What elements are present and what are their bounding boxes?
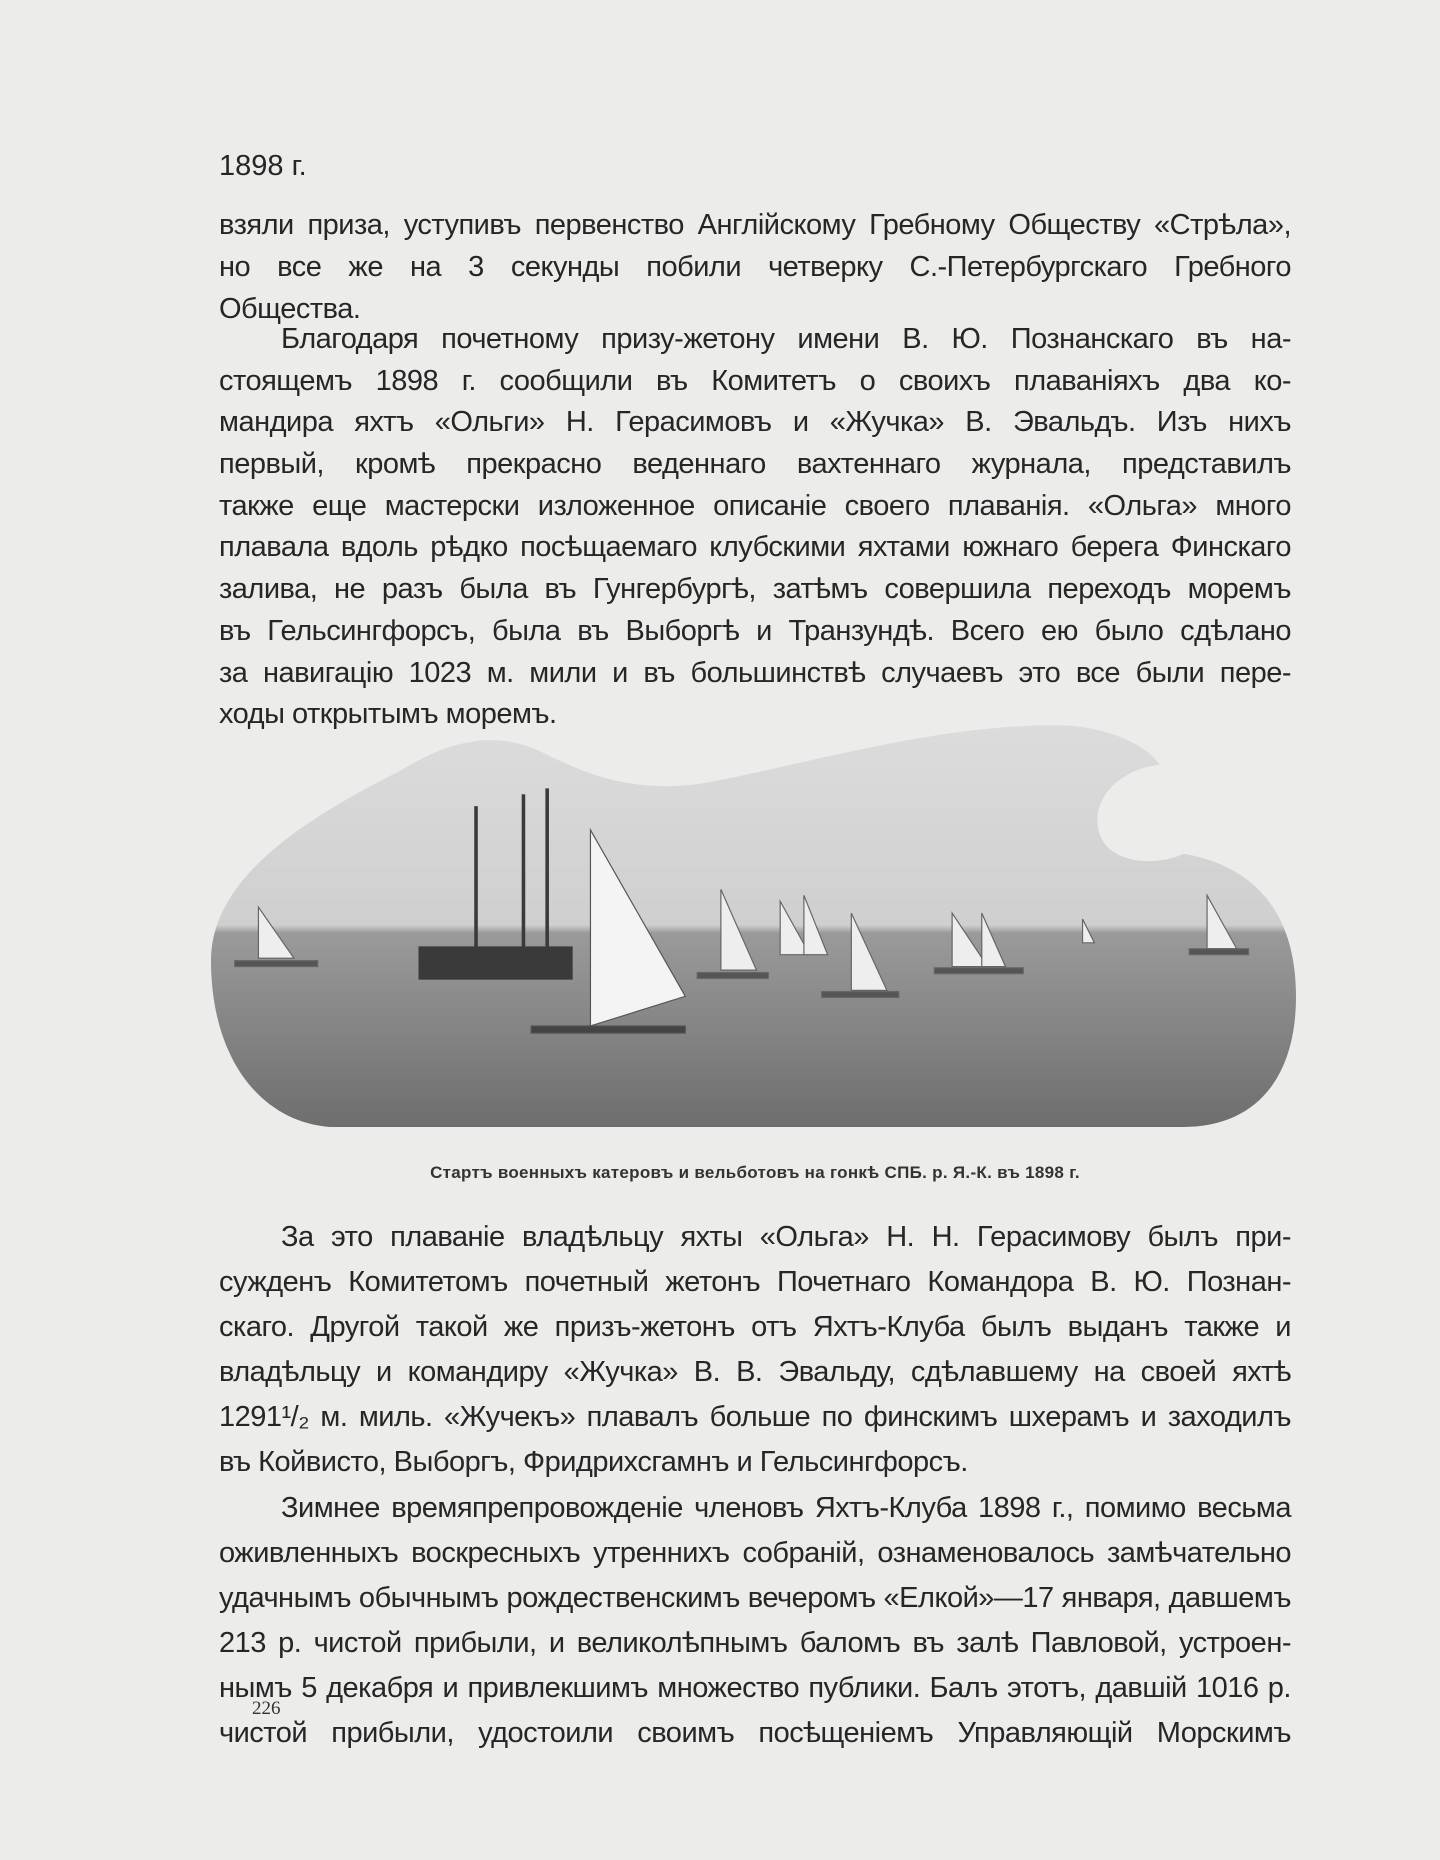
text-line: Зимнее времяпрепровожденіе членовъ Яхтъ-Клуба 1898 г., помимо весьма [281, 1491, 1291, 1524]
photo-background [211, 723, 1296, 1127]
page-number: 226 [252, 1698, 281, 1719]
paragraph-1 [219, 204, 1291, 330]
text-line: владѣльцу и командиру «Жучка» В. В. Эвальду, сдѣлавшему на своей яхтѣ [219, 1356, 1291, 1389]
text-line: нымъ 5 декабря и привлекшимъ множество публики. Балъ этотъ, давшій 1016 р. [219, 1671, 1291, 1704]
text-line: взяли приза, уступивъ первенство Англійскому Гребному Обществу «Стрѣла», [219, 209, 1291, 241]
text-line: чистой прибыли, удостоили своимъ посѣщеніемъ Управляющій Морскимъ [219, 1717, 1291, 1750]
text-line: скаго. Другой такой же призъ-жетонъ отъ Яхтъ-Клуба былъ выданъ также и [219, 1311, 1291, 1344]
text-line: стоящемъ 1898 г. сообщили въ Комитетъ о своихъ плаваніяхъ два ко- [219, 364, 1291, 397]
text-line: первый, кромѣ прекрасно веденнаго вахтеннаго журнала, представилъ [219, 448, 1291, 481]
paragraph-2 [219, 319, 1291, 736]
text-line: 213 р. чистой прибыли, и великолѣпнымъ баломъ въ залѣ Павловой, устроен- [219, 1626, 1291, 1659]
text-line: также еще мастерски изложенное описаніе своего плаванія. «Ольга» много [219, 489, 1291, 522]
text-line: плавала вдоль рѣдко посѣщаемаго клубскими яхтами южнаго берега Финскаго [219, 531, 1291, 564]
text-line: сужденъ Комитетомъ почетный жетонъ Почетнаго Командора В. Ю. Познан- [219, 1266, 1291, 1299]
text-line: въ Гельсингфорсъ, была въ Выборгѣ и Транзундѣ. Всего ею было сдѣлано [219, 614, 1291, 647]
text-line: мандира яхтъ «Ольги» Н. Герасимовъ и «Жучка» В. Эвальдъ. Изъ нихъ [219, 406, 1291, 439]
text-line: 1291¹/₂ м. миль. «Жучекъ» плавалъ больше по финскимъ шхерамъ и заходилъ [219, 1401, 1291, 1434]
text-line: Благодаря почетному призу-жетону имени В. Ю. Познанскаго въ на- [281, 323, 1291, 355]
text-line: оживленныхъ воскресныхъ утреннихъ собраній, ознаменовалось замѣчательно [219, 1536, 1291, 1569]
photo-yacht-race-start [211, 723, 1296, 1127]
figure-caption: Стартъ военныхъ катеровъ и вельботовъ на гонкѣ СПБ. р. Я.-К. въ 1898 г. [430, 1163, 1080, 1182]
text-line: за навигацію 1023 м. мили и въ большинствѣ случаевъ это все были пере- [219, 656, 1291, 689]
text-line: въ Койвисто, Выборгъ, Фридрихсгамнъ и Гельсингфорсъ. [219, 1446, 968, 1479]
text-line: ходы открытымъ моремъ. [219, 698, 557, 731]
text-line: удачнымъ обычнымъ рождественскимъ вечеромъ «Елкой»—17 января, давшемъ [219, 1581, 1291, 1614]
text-line: Общества. [219, 293, 361, 325]
text-line: залива, не разъ была въ Гунгербургѣ, затѣмъ совершила переходъ моремъ [219, 573, 1291, 606]
text-line: но все же на 3 секунды побили четверку С.-Петербургскаго Гребного [219, 251, 1291, 283]
paragraph-3 [219, 1215, 1291, 1756]
running-header-year: 1898 г. [219, 150, 307, 182]
text-line: За это плаваніе владѣльцу яхты «Ольга» Н. Н. Герасимову былъ при- [281, 1221, 1291, 1253]
